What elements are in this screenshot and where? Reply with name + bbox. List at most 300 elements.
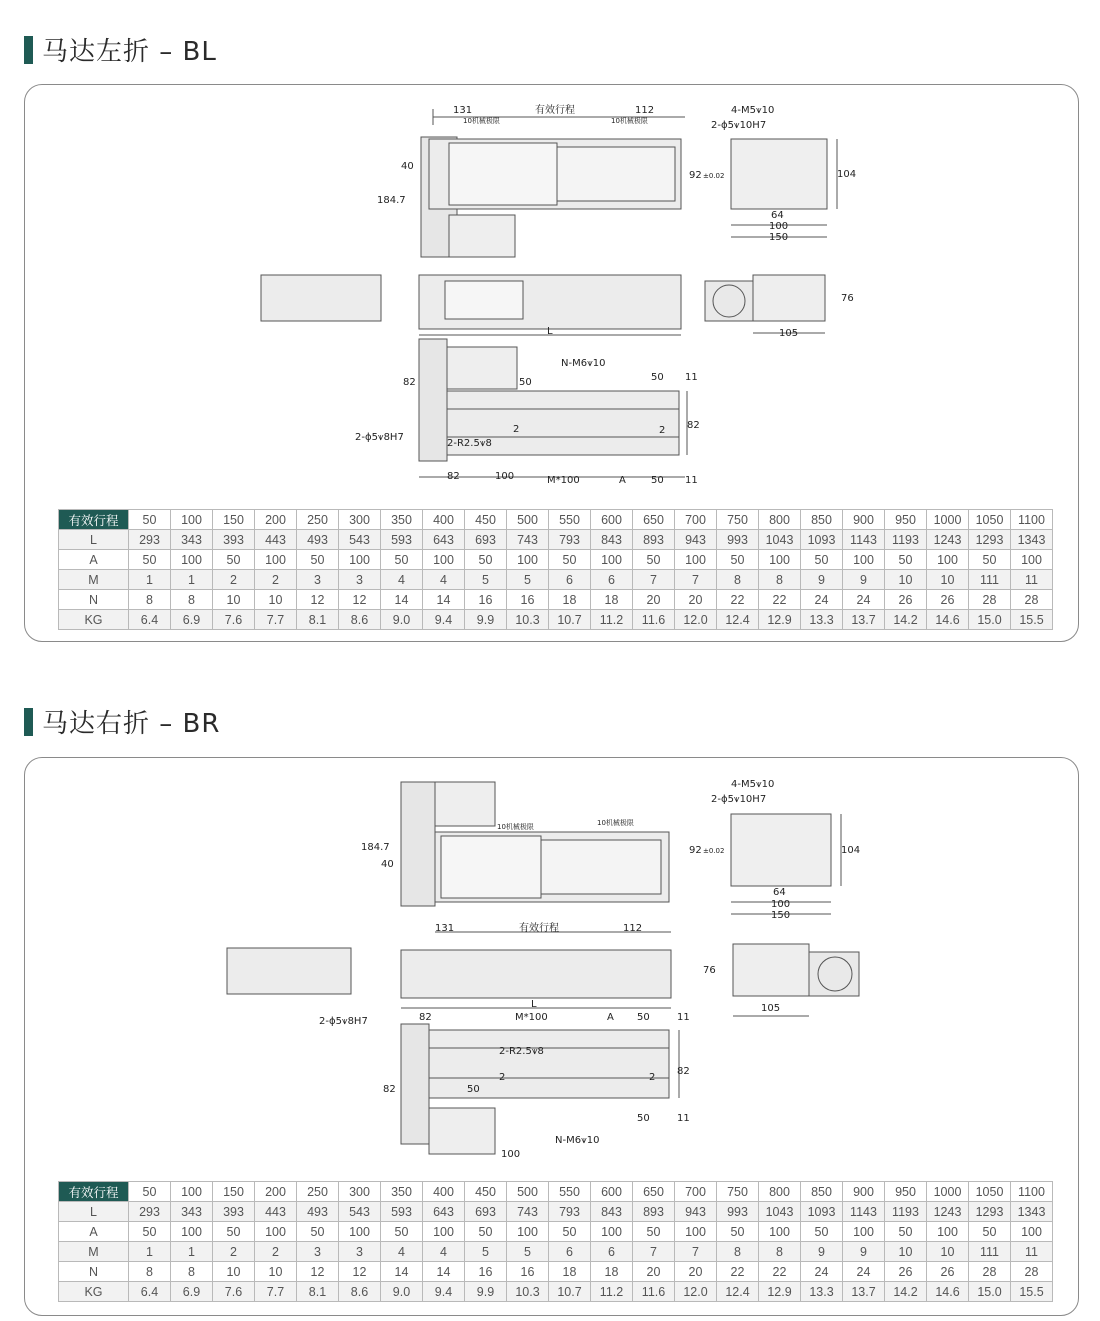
dim-50-a: 50 <box>519 377 532 388</box>
table-cell: 8.1 <box>297 610 339 630</box>
table-cell: 993 <box>717 530 759 550</box>
table-cell: 12 <box>339 1262 381 1282</box>
table-cell: 643 <box>423 1202 465 1222</box>
table-row <box>59 570 1053 590</box>
label-m5-holes: 4-M5⩛10 <box>731 105 775 116</box>
table-cell: 7.6 <box>213 1282 255 1302</box>
table-row <box>59 1262 1053 1282</box>
table-cell: 18 <box>549 1262 591 1282</box>
dim-64: 64 <box>771 210 784 221</box>
spec-table-bl <box>58 509 1053 630</box>
row-header: 有效行程 <box>59 1182 129 1202</box>
table-cell: 24 <box>801 590 843 610</box>
table-row <box>59 1202 1053 1222</box>
table-cell: 1193 <box>885 530 927 550</box>
dim-104: 104 <box>837 169 857 180</box>
table-cell: 100 <box>255 550 297 570</box>
table-cell: 18 <box>591 1262 633 1282</box>
table-cell: 10 <box>213 590 255 610</box>
table-cell: 50 <box>129 550 171 570</box>
label-n-m6: N-M6⩛10 <box>555 1135 600 1146</box>
table-cell: 1043 <box>759 530 801 550</box>
dim-82-c: 82 <box>383 1084 396 1095</box>
title-accent-bar <box>24 708 33 736</box>
dim-112: 112 <box>623 923 643 934</box>
table-cell: 50 <box>801 550 843 570</box>
table-cell: 12 <box>297 590 339 610</box>
dim-100: 100 <box>769 221 789 232</box>
table-cell: 26 <box>885 1262 927 1282</box>
table-cell: 22 <box>717 1262 759 1282</box>
table-cell: 22 <box>759 590 801 610</box>
table-cell: 1143 <box>843 1202 885 1222</box>
table-cell: 11 <box>1011 1242 1053 1262</box>
table-cell: 400 <box>423 1182 465 1202</box>
table-cell: 100 <box>171 1182 213 1202</box>
dim-11-a: 11 <box>677 1012 690 1023</box>
table-cell: 9.4 <box>423 1282 465 1302</box>
dim-2-b: 2 <box>649 1072 656 1083</box>
table-cell: 50 <box>969 550 1011 570</box>
table-cell: 343 <box>171 1202 213 1222</box>
table-cell: 50 <box>633 1222 675 1242</box>
motor-mount-plate <box>401 782 435 906</box>
table-cell: 6.9 <box>171 1282 213 1302</box>
table-cell: 20 <box>633 1262 675 1282</box>
table-cell: 750 <box>717 1182 759 1202</box>
table-cell: 100 <box>1011 1222 1053 1242</box>
table-cell: 15.0 <box>969 610 1011 630</box>
technical-drawing-br <box>25 758 1080 1178</box>
rail-top <box>557 147 675 201</box>
table-cell: 14 <box>423 1262 465 1282</box>
table-cell: 10 <box>927 1242 969 1262</box>
dim-stroke: 有效行程 <box>535 105 575 116</box>
table-cell: 6 <box>549 1242 591 1262</box>
table-cell: 1 <box>171 1242 213 1262</box>
table-cell: 150 <box>213 1182 255 1202</box>
table-row <box>59 1242 1053 1262</box>
left-end-view <box>227 948 351 994</box>
table-row <box>59 610 1053 630</box>
table-cell: 20 <box>675 1262 717 1282</box>
dim-50-a: 50 <box>637 1012 650 1023</box>
table-cell: 14 <box>381 590 423 610</box>
dim-76: 76 <box>703 965 716 976</box>
table-cell: 100 <box>1011 550 1053 570</box>
dim-82-a: 82 <box>419 1012 432 1023</box>
table-cell: 843 <box>591 1202 633 1222</box>
label-phi5-8h7: 2-ϕ5⩛8H7 <box>355 432 404 443</box>
table-cell: 100 <box>423 1222 465 1242</box>
table-cell: 7.7 <box>255 1282 297 1302</box>
table-cell: 4 <box>381 1242 423 1262</box>
dim-tolerance: ±0.02 <box>703 172 725 180</box>
table-cell: 1 <box>129 570 171 590</box>
dim-64: 64 <box>773 887 786 898</box>
table-cell: 15.0 <box>969 1282 1011 1302</box>
table-cell: 100 <box>171 550 213 570</box>
table-cell: 450 <box>465 1182 507 1202</box>
table-cell: 50 <box>297 1222 339 1242</box>
table-cell: 3 <box>297 570 339 590</box>
right-end-view <box>753 275 825 321</box>
dim-184-7: 184.7 <box>377 195 406 206</box>
dim-150: 150 <box>769 232 789 243</box>
table-cell: 22 <box>717 590 759 610</box>
table-cell: 950 <box>885 1182 927 1202</box>
table-cell: 6.4 <box>129 610 171 630</box>
table-cell: 400 <box>423 510 465 530</box>
table-cell: 443 <box>255 530 297 550</box>
table-cell: 50 <box>465 1222 507 1242</box>
table-cell: 550 <box>549 510 591 530</box>
dim-50-c: 50 <box>651 475 664 486</box>
table-cell: 493 <box>297 1202 339 1222</box>
table-cell: 1043 <box>759 1202 801 1222</box>
table-cell: 1093 <box>801 530 843 550</box>
actuator-side-body <box>401 950 671 998</box>
table-cell: 13.7 <box>843 1282 885 1302</box>
table-cell: 50 <box>381 1222 423 1242</box>
table-cell: 14.6 <box>927 610 969 630</box>
table-cell: 5 <box>465 570 507 590</box>
table-cell: 5 <box>465 1242 507 1262</box>
table-cell: 593 <box>381 530 423 550</box>
table-cell: 20 <box>633 590 675 610</box>
table-cell: 50 <box>297 550 339 570</box>
table-cell: 12 <box>339 590 381 610</box>
table-cell: 50 <box>129 510 171 530</box>
table-cell: 1093 <box>801 1202 843 1222</box>
table-cell: 100 <box>339 1222 381 1242</box>
label-phi5-h7: 2-ϕ5⩛10H7 <box>711 120 767 131</box>
table-cell: 28 <box>969 1262 1011 1282</box>
table-row <box>59 1282 1053 1302</box>
table-cell: 4 <box>381 570 423 590</box>
table-cell: 11.6 <box>633 1282 675 1302</box>
drawing-panel-bl <box>24 84 1079 642</box>
table-cell: 9.9 <box>465 1282 507 1302</box>
table-cell: 50 <box>885 1222 927 1242</box>
table-cell: 1243 <box>927 530 969 550</box>
table-cell: 12.9 <box>759 1282 801 1302</box>
row-header: A <box>59 1222 129 1242</box>
dim-50-b: 50 <box>651 372 664 383</box>
table-cell: 26 <box>885 590 927 610</box>
table-cell: 14 <box>381 1262 423 1282</box>
table-cell: 693 <box>465 530 507 550</box>
dim-76: 76 <box>841 293 854 304</box>
table-cell: 2 <box>255 1242 297 1262</box>
table-cell: 743 <box>507 530 549 550</box>
table-cell: 50 <box>633 550 675 570</box>
table-cell: 993 <box>717 1202 759 1222</box>
table-cell: 12 <box>297 1262 339 1282</box>
table-cell: 50 <box>717 1222 759 1242</box>
table-cell: 3 <box>297 1242 339 1262</box>
table-cell: 950 <box>885 510 927 530</box>
table-cell: 7.6 <box>213 610 255 630</box>
dim-184-7: 184.7 <box>361 842 390 853</box>
table-cell: 700 <box>675 510 717 530</box>
table-cell: 743 <box>507 1202 549 1222</box>
table-cell: 18 <box>549 590 591 610</box>
table-cell: 10 <box>255 590 297 610</box>
table-cell: 650 <box>633 510 675 530</box>
motor-body-top <box>435 782 495 826</box>
table-cell: 10 <box>885 570 927 590</box>
rail-top <box>541 840 661 894</box>
table-cell: 50 <box>801 1222 843 1242</box>
table-cell: 13.3 <box>801 610 843 630</box>
table-row <box>59 530 1053 550</box>
dim-105: 105 <box>779 328 799 339</box>
table-cell: 393 <box>213 530 255 550</box>
table-cell: 793 <box>549 1202 591 1222</box>
carriage-top <box>441 836 541 898</box>
table-cell: 393 <box>213 1202 255 1222</box>
label-limit-right: 10机械极限 <box>611 117 648 125</box>
table-cell: 10.3 <box>507 610 549 630</box>
table-cell: 100 <box>927 550 969 570</box>
table-cell: 24 <box>843 1262 885 1282</box>
table-cell: 1193 <box>885 1202 927 1222</box>
table-cell: 350 <box>381 1182 423 1202</box>
dim-L: L <box>547 326 553 337</box>
motor-end-view <box>705 281 753 321</box>
table-cell: 100 <box>507 1222 549 1242</box>
table-cell: 111 <box>969 570 1011 590</box>
table-cell: 850 <box>801 510 843 530</box>
table-cell: 50 <box>549 550 591 570</box>
dim-82-c: 82 <box>447 471 460 482</box>
table-cell: 15.5 <box>1011 610 1053 630</box>
table-cell: 1100 <box>1011 1182 1053 1202</box>
table-cell: 16 <box>465 1262 507 1282</box>
left-end-side-view <box>733 944 809 996</box>
table-cell: 50 <box>213 1222 255 1242</box>
table-cell: 16 <box>465 590 507 610</box>
table-cell: 9 <box>843 570 885 590</box>
table-cell: 100 <box>171 510 213 530</box>
section-title-text: 马达左折 – BL <box>42 37 217 67</box>
table-cell: 7 <box>675 570 717 590</box>
table-cell: 293 <box>129 1202 171 1222</box>
table-cell: 8 <box>171 1262 213 1282</box>
table-cell: 1293 <box>969 1202 1011 1222</box>
table-cell: 14.2 <box>885 610 927 630</box>
dim-131: 131 <box>435 923 455 934</box>
table-row <box>59 510 1053 530</box>
row-header: M <box>59 570 129 590</box>
table-cell: 150 <box>213 510 255 530</box>
table-cell: 7.7 <box>255 610 297 630</box>
table-cell: 8 <box>129 1262 171 1282</box>
label-limit-left: 10机械极限 <box>463 117 500 125</box>
dim-m100: M*100 <box>547 475 580 486</box>
row-header: 有效行程 <box>59 510 129 530</box>
table-cell: 543 <box>339 1202 381 1222</box>
table-cell: 9.0 <box>381 1282 423 1302</box>
table-cell: 250 <box>297 1182 339 1202</box>
bottom-mount-plate <box>401 1024 429 1144</box>
dim-A: A <box>619 475 626 486</box>
table-cell: 14.6 <box>927 1282 969 1302</box>
table-cell: 3 <box>339 570 381 590</box>
table-cell: 50 <box>885 550 927 570</box>
table-cell: 1000 <box>927 510 969 530</box>
table-cell: 3 <box>339 1242 381 1262</box>
dim-50-b: 50 <box>467 1084 480 1095</box>
table-cell: 800 <box>759 1182 801 1202</box>
table-cell: 1293 <box>969 530 1011 550</box>
bottom-mount-plate <box>419 339 447 461</box>
dim-100-b: 100 <box>501 1149 521 1160</box>
table-cell: 1000 <box>927 1182 969 1202</box>
table-cell: 9.9 <box>465 610 507 630</box>
dim-92: 92 <box>689 170 702 181</box>
table-cell: 50 <box>381 550 423 570</box>
dim-150: 150 <box>771 910 791 921</box>
label-r2-5: 2-R2.5⩛8 <box>447 438 492 449</box>
table-cell: 26 <box>927 1262 969 1282</box>
label-n-m6: N-M6⩛10 <box>561 358 606 369</box>
table-cell: 500 <box>507 510 549 530</box>
table-cell: 50 <box>717 550 759 570</box>
table-cell: 9 <box>801 1242 843 1262</box>
table-cell: 100 <box>591 550 633 570</box>
table-cell: 14.2 <box>885 1282 927 1302</box>
title-accent-bar <box>24 36 33 64</box>
table-cell: 24 <box>801 1262 843 1282</box>
table-cell: 8.1 <box>297 1282 339 1302</box>
row-header: A <box>59 550 129 570</box>
table-row <box>59 1222 1053 1242</box>
table-cell: 28 <box>1011 1262 1053 1282</box>
table-cell: 9.4 <box>423 610 465 630</box>
table-cell: 100 <box>171 1222 213 1242</box>
dim-82-b: 82 <box>687 420 700 431</box>
carriage-side <box>445 281 523 319</box>
table-cell: 943 <box>675 1202 717 1222</box>
table-cell: 7 <box>633 1242 675 1262</box>
table-cell: 7 <box>675 1242 717 1262</box>
table-cell: 4 <box>423 1242 465 1262</box>
table-cell: 493 <box>297 530 339 550</box>
dim-100: 100 <box>771 899 791 910</box>
table-cell: 443 <box>255 1202 297 1222</box>
table-cell: 700 <box>675 1182 717 1202</box>
end-view-top <box>731 814 831 886</box>
table-cell: 10 <box>885 1242 927 1262</box>
table-cell: 1343 <box>1011 530 1053 550</box>
technical-drawing-bl <box>25 85 1080 505</box>
motor-body-bottom <box>429 1108 495 1154</box>
motor-body-bottom <box>447 347 517 389</box>
table-cell: 16 <box>507 1262 549 1282</box>
table-cell: 10.7 <box>549 1282 591 1302</box>
table-cell: 9 <box>843 1242 885 1262</box>
table-cell: 900 <box>843 510 885 530</box>
dim-104: 104 <box>841 845 861 856</box>
table-cell: 50 <box>969 1222 1011 1242</box>
table-cell: 8 <box>717 1242 759 1262</box>
table-cell: 643 <box>423 530 465 550</box>
table-cell: 350 <box>381 510 423 530</box>
row-header: L <box>59 1202 129 1222</box>
table-cell: 20 <box>675 590 717 610</box>
table-cell: 8 <box>759 1242 801 1262</box>
table-cell: 12.0 <box>675 1282 717 1302</box>
table-cell: 1343 <box>1011 1202 1053 1222</box>
table-cell: 15.5 <box>1011 1282 1053 1302</box>
table-cell: 10.3 <box>507 1282 549 1302</box>
table-cell: 11.2 <box>591 610 633 630</box>
dim-stroke: 有效行程 <box>519 923 559 934</box>
label-m5-holes: 4-M5⩛10 <box>731 779 775 790</box>
table-cell: 11.6 <box>633 610 675 630</box>
table-cell: 100 <box>255 1222 297 1242</box>
dim-m100: M*100 <box>515 1012 548 1023</box>
table-cell: 12.4 <box>717 610 759 630</box>
table-cell: 1243 <box>927 1202 969 1222</box>
label-phi5-h7: 2-ϕ5⩛10H7 <box>711 794 767 805</box>
dim-11-b: 11 <box>677 1113 690 1124</box>
table-cell: 28 <box>1011 590 1053 610</box>
table-cell: 8 <box>171 590 213 610</box>
table-cell: 800 <box>759 510 801 530</box>
table-cell: 943 <box>675 530 717 550</box>
table-cell: 100 <box>759 550 801 570</box>
table-cell: 893 <box>633 530 675 550</box>
table-cell: 100 <box>339 550 381 570</box>
table-cell: 2 <box>255 570 297 590</box>
table-cell: 18 <box>591 590 633 610</box>
dim-2-a: 2 <box>499 1072 506 1083</box>
table-cell: 6 <box>591 1242 633 1262</box>
table-cell: 16 <box>507 590 549 610</box>
table-cell: 500 <box>507 1182 549 1202</box>
spec-table-br <box>58 1181 1053 1302</box>
table-cell: 200 <box>255 510 297 530</box>
table-cell: 200 <box>255 1182 297 1202</box>
table-cell: 250 <box>297 510 339 530</box>
table-cell: 1050 <box>969 510 1011 530</box>
table-cell: 6.4 <box>129 1282 171 1302</box>
table-cell: 50 <box>549 1222 591 1242</box>
dim-2-a: 2 <box>513 424 520 435</box>
dim-L: L <box>531 999 537 1010</box>
table-cell: 850 <box>801 1182 843 1202</box>
row-header: KG <box>59 1282 129 1302</box>
table-cell: 10 <box>927 570 969 590</box>
table-cell: 7 <box>633 570 675 590</box>
table-cell: 843 <box>591 530 633 550</box>
label-phi5-8h7: 2-ϕ5⩛8H7 <box>319 1016 368 1027</box>
table-cell: 6 <box>591 570 633 590</box>
table-cell: 1050 <box>969 1182 1011 1202</box>
table-row <box>59 1182 1053 1202</box>
table-cell: 2 <box>213 1242 255 1262</box>
table-row <box>59 550 1053 570</box>
table-cell: 12.9 <box>759 610 801 630</box>
table-cell: 600 <box>591 510 633 530</box>
table-cell: 5 <box>507 1242 549 1262</box>
table-cell: 650 <box>633 1182 675 1202</box>
row-header: M <box>59 1242 129 1262</box>
table-cell: 9.0 <box>381 610 423 630</box>
